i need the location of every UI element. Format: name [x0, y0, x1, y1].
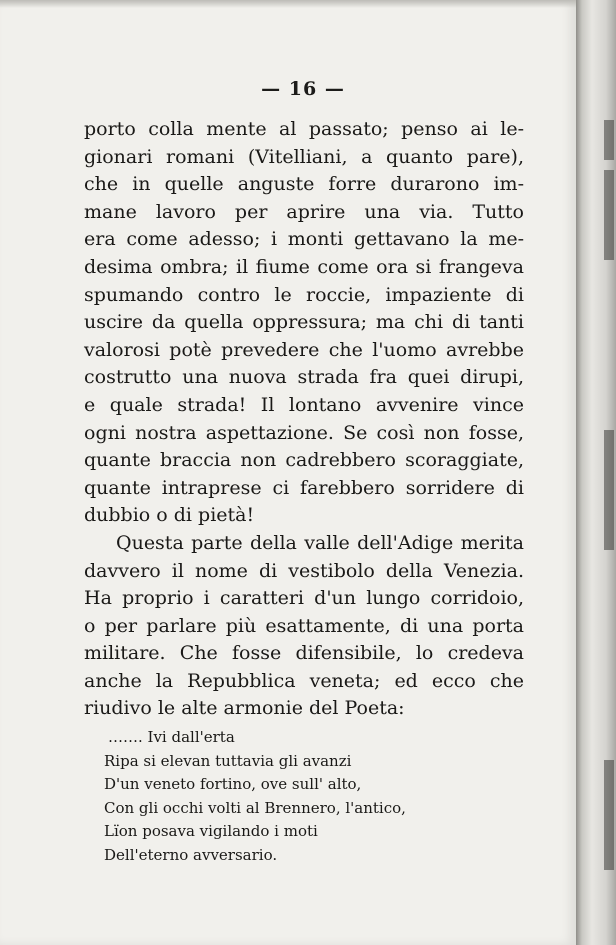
- prose-line: davvero il nome di vestibolo della Venezia.: [84, 559, 524, 582]
- verse-line: Lïon posava vigilando i moti: [104, 822, 318, 841]
- verse-line: Con gli occhi volti al Brennero, l'antico,: [104, 798, 406, 817]
- prose-line: uscire da quella oppressura; ma chi di tanti: [84, 311, 524, 334]
- prose-line: o per parlare più esattamente, di una porta: [84, 614, 524, 637]
- prose-line: costrutto una nuova strada fra quei dirupi,: [84, 366, 524, 389]
- prose-line: anche la Repubblica veneta; ed ecco che: [84, 669, 524, 692]
- verse-line: D'un veneto fortino, ove sull' alto,: [104, 775, 362, 794]
- prose-line: quante braccia non cadrebbero scoraggiate,: [84, 449, 524, 472]
- prose-line: riudivo le alte armonie del Poeta:: [84, 697, 405, 720]
- prose-line: quante intraprese ci farebbero sorridere di: [84, 476, 524, 499]
- spine-mark: [604, 170, 614, 260]
- prose-line: gionari romani (Vitelliani, a quanto pare),: [84, 145, 524, 168]
- prose-line: e quale strada! Il lontano avvenire vince: [84, 393, 524, 416]
- prose-line: Questa parte della valle dell'Adige merita: [116, 531, 524, 554]
- prose-line: ogni nostra aspettazione. Se così non fosse,: [84, 421, 524, 444]
- prose-body: [84, 116, 524, 723]
- page-number: — 16 —: [261, 78, 345, 100]
- verse-line: Ripa si elevan tuttavia gli avanzi: [104, 751, 352, 770]
- spine-mark: [604, 430, 614, 550]
- prose-line: che in quelle anguste forre durarono im-: [84, 173, 524, 196]
- prose-line: era come adesso; i monti gettavano la me-: [84, 228, 524, 251]
- prose-line: militare. Che fosse difensibile, lo credeva: [84, 642, 524, 665]
- prose-line: mane lavoro per aprire una via. Tutto: [84, 200, 524, 223]
- verse-line: ……. Ivi dall'erta: [108, 728, 235, 746]
- prose-line: spumando contro le roccie, impaziente di: [84, 283, 524, 306]
- verse-quotation: [104, 726, 504, 868]
- prose-line: dubbio o di pietà!: [84, 504, 255, 527]
- verse-line: Dell'eterno avversario.: [104, 845, 278, 864]
- prose-line: Ha proprio i caratteri d'un lungo corridoio,: [84, 587, 524, 610]
- prose-line: valorosi potè prevedere che l'uomo avrebbe: [84, 338, 524, 361]
- page-top-shadow: [0, 0, 576, 8]
- spine-mark: [604, 120, 614, 160]
- spine-mark: [604, 760, 614, 870]
- prose-line: desima ombra; il fiume come ora si frangeva: [84, 255, 524, 278]
- prose-line: porto colla mente al passato; penso ai le-: [84, 118, 524, 140]
